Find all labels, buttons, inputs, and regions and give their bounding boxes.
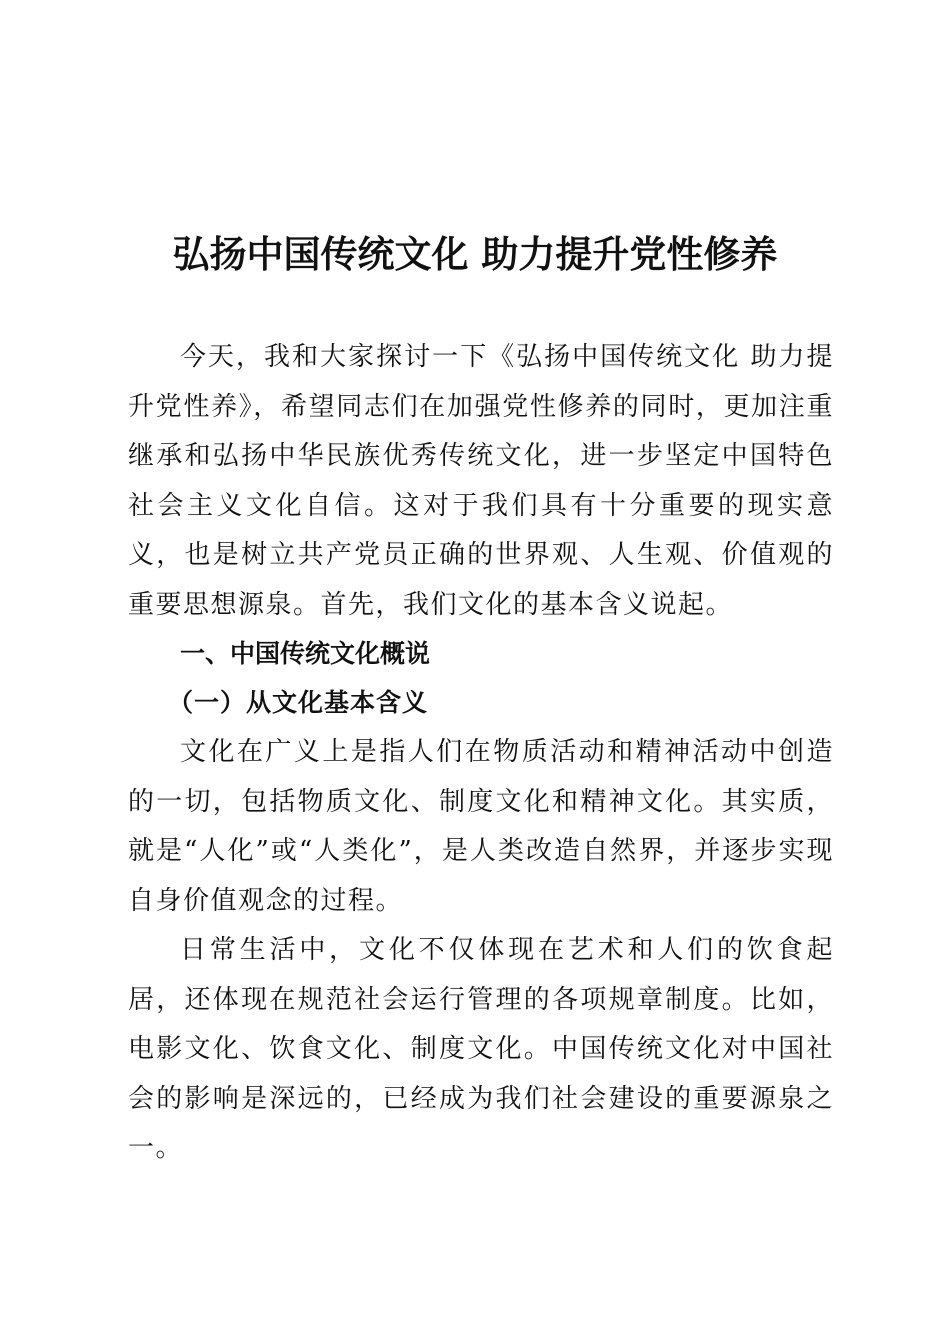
intro-paragraph: 今天，我和大家探讨一下《弘扬中国传统文化 助力提升党性养》，希望同志们在加强党性修养的同时，更加注重继承和弘扬中华民族优秀传统文化，进一步坚定中国特色社会主义文化自信。这对于我们具有十分重要的现实意义，也是树立共产党员正确的世界观、人生观、价值观的重要思想源泉。首先，我们文化的基本含义说起。 — [128, 342, 834, 620]
daily-life-paragraph: 日常生活中，文化不仅体现在艺术和人们的饮食起居，还体现在规范社会运行管理的各项规章制度。比如，电影文化、饮食文化、制度文化。中国传统文化对中国社会的影响是深远的，已经成为我们社会建设的重要源泉之一。 — [128, 935, 834, 1163]
document-title: 弘扬中国传统文化 助力提升党性修养 — [172, 232, 778, 276]
culture-meaning-paragraph: 文化在广义上是指人们在物质活动和精神活动中创造的一切，包括物质文化、制度文化和精神文化。其实质，就是“人化”或“人类化”，是人类改造自然界，并逐步实现自身价值观念的过程。 — [128, 737, 834, 916]
subsection-heading: （一）从文化基本含义 — [168, 688, 429, 717]
section-heading: 一、中国传统文化概说 — [180, 639, 431, 668]
